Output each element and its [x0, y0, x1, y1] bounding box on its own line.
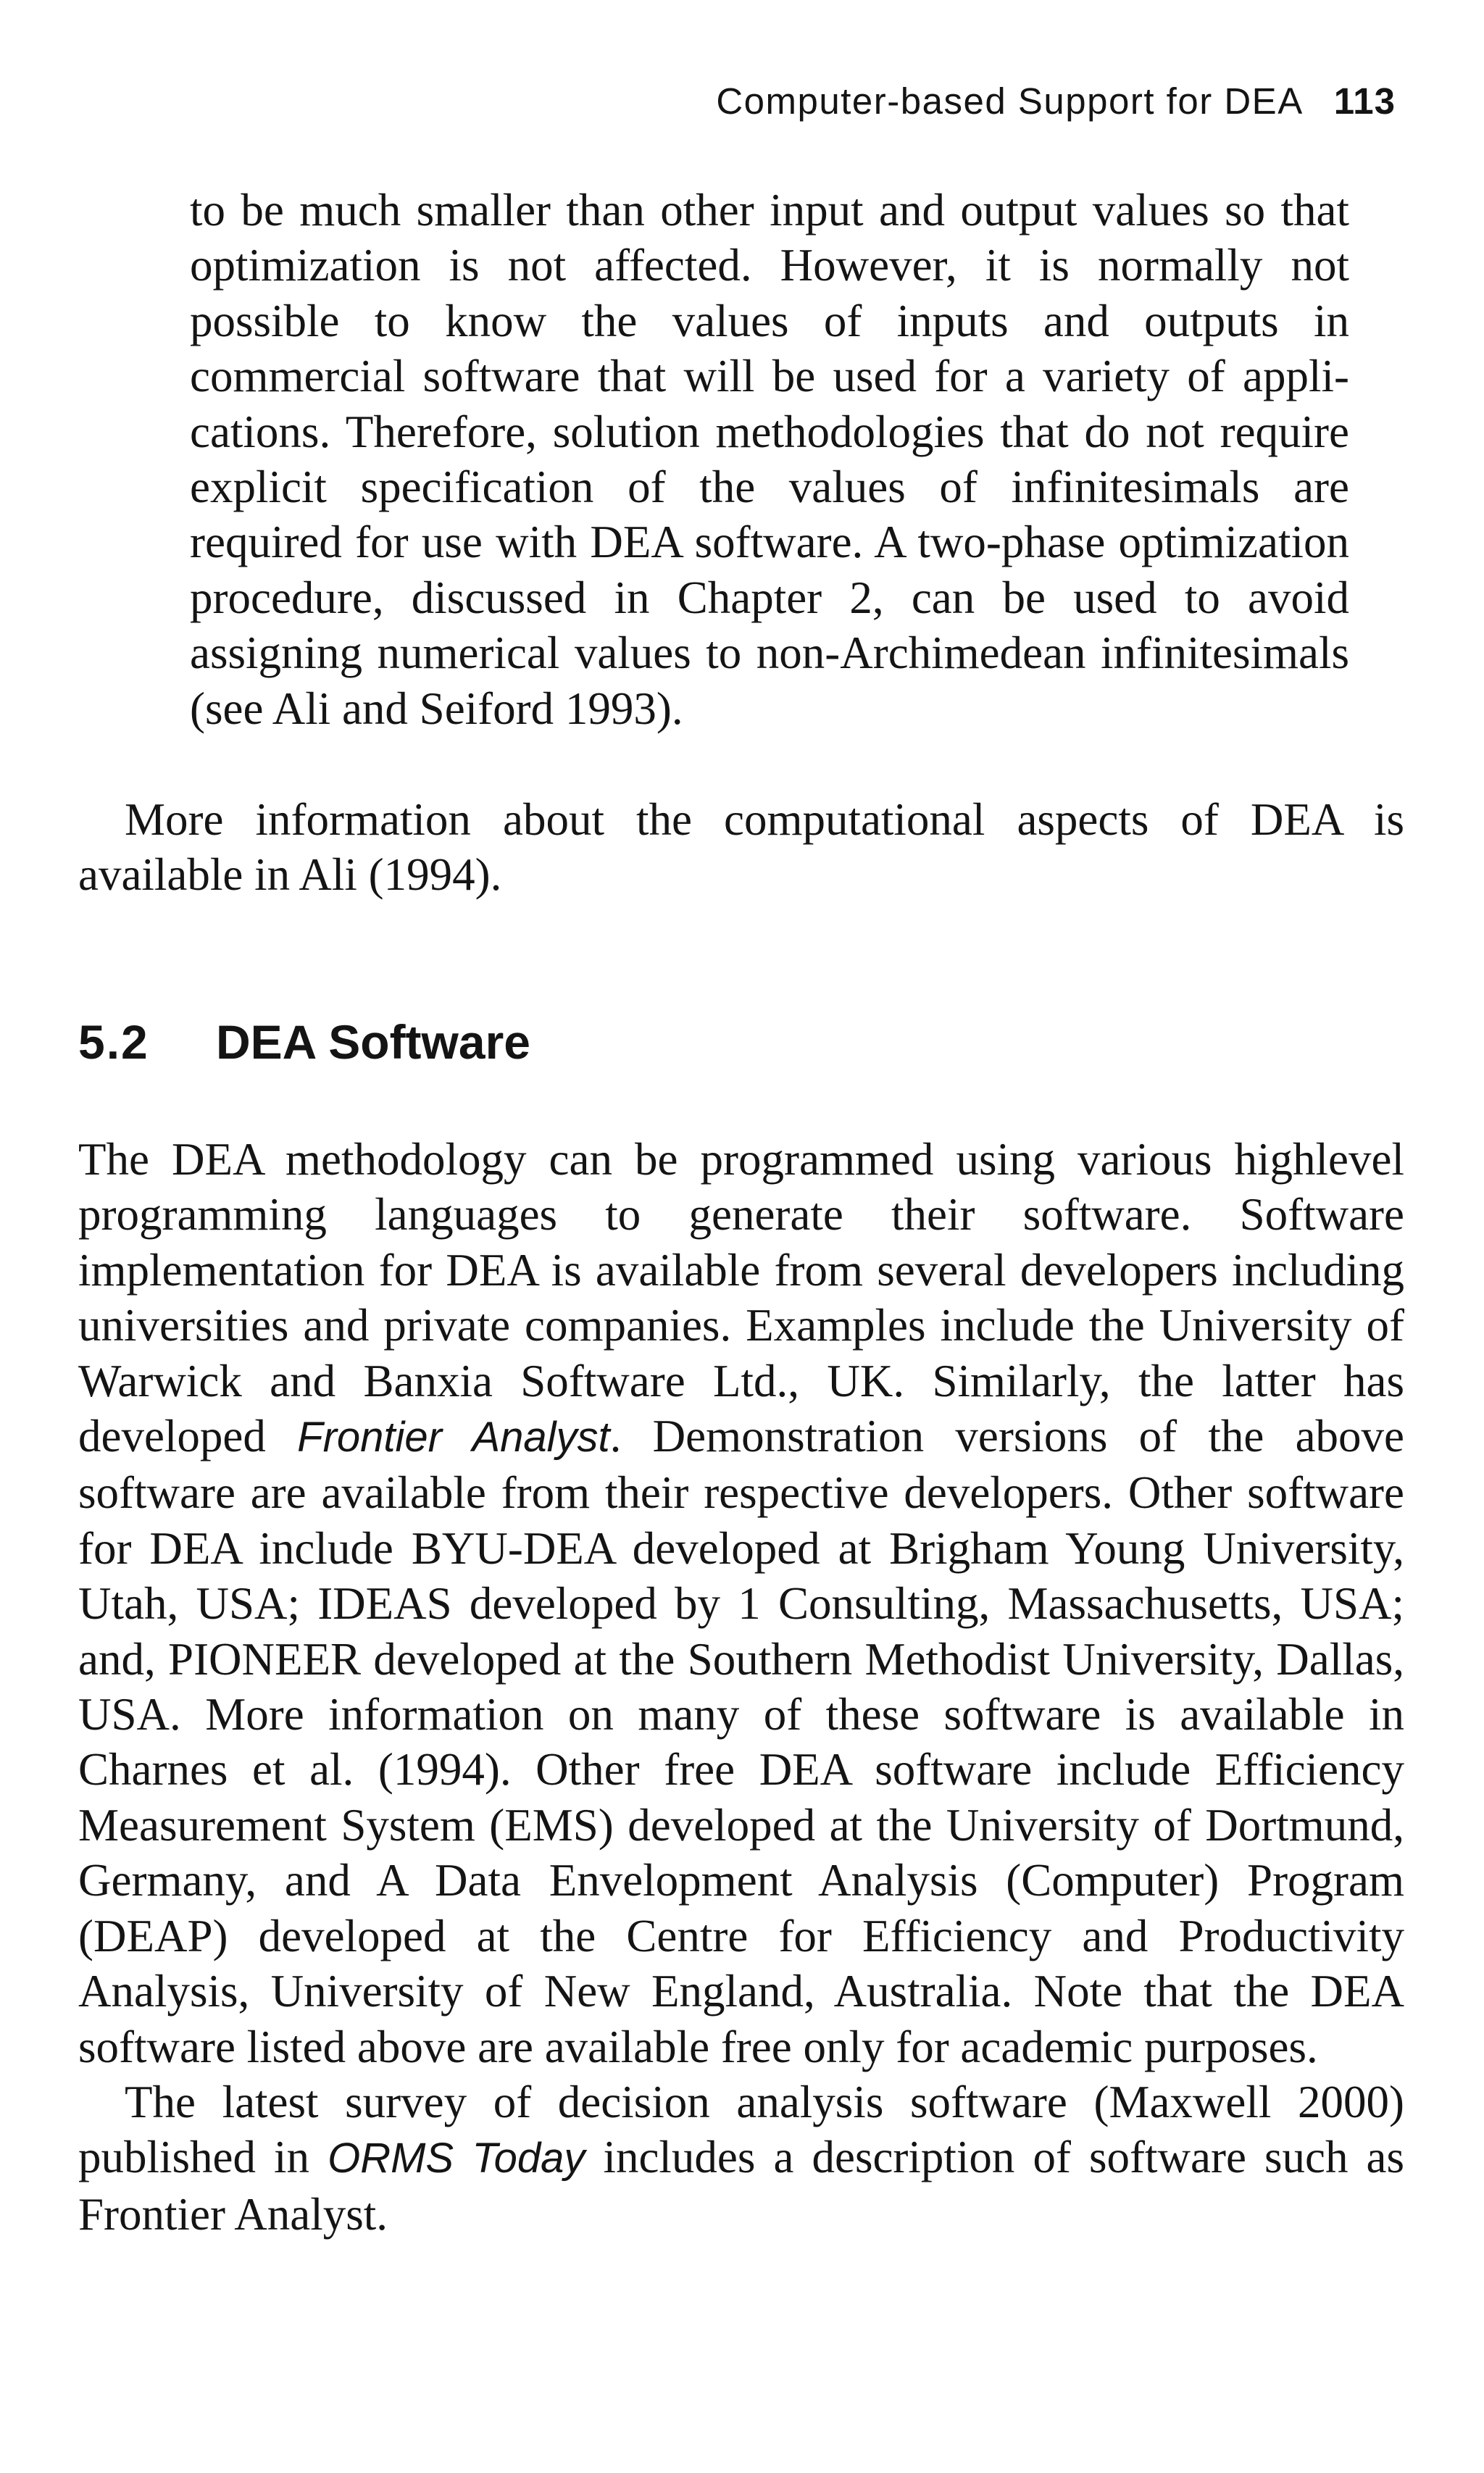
- computational-aspects-note: [78, 792, 1404, 903]
- continuation-paragraph: to be much smaller than other input and output values so that optimization is not affected. However, it is normally not possible to know the values of inputs and outputs in commercial software that will be used for a variety of applications. Therefore, solution methodologies that do not require explicit specification of the values of infinitesimals are required for use with DEA software. A two-phase optimization procedure, discussed in Chapter 2, can be used to avoid assigning numerical values to non-Archimedean infinitesimals (see Ali and Seiford 1993).: [190, 185, 1349, 734]
- paragraph-dea-software-developers: [78, 1132, 1404, 2074]
- running-header-title: Computer-based Support for DEA: [716, 80, 1304, 122]
- section-title: DEA Software: [216, 1015, 530, 1069]
- section-heading: [78, 1009, 530, 1075]
- more-info-paragraph: More information about the computational aspects of DEA is available in Ali (1994).: [78, 794, 1404, 901]
- paragraph-text-part: The latest survey of decision analysis software (Maxwell 2000) published in: [78, 2076, 1404, 2183]
- paragraph-text-part: . Demonstration versions of the above software are available from their respective developers. Other software for DEA include BYU-DEA developed at Brigham Young University, Utah, USA; IDEAS developed by 1 Consulting, Massachusetts, USA; and, PIONEER developed at the Southern Methodist University, Dallas, USA. More information on many of these software is available in Charnes et al. (1994). Other free DEA software include Efficiency Measurement System (EMS) developed at the University of Dortmund, Germany, and A Data Envelopment Analysis (Computer) Program (DEAP) developed at the Centre for Efficiency and Productivity Analysis, University of New England, Australia. Note that the DEA software listed above are available free only for academic purposes.: [78, 1411, 1405, 2072]
- paragraph-orms-survey: [78, 2074, 1404, 2242]
- section-number: 5.2: [78, 1015, 149, 1069]
- indented-continuation-block: [190, 183, 1349, 736]
- software-name-italic: Frontier Analyst: [297, 1414, 610, 1461]
- running-header: [716, 72, 1396, 130]
- paragraph-text-part: includes a description of software such as Frontier Analyst.: [78, 2132, 1404, 2240]
- journal-name-italic: ORMS Today: [328, 2135, 585, 2182]
- page-number: 113: [1333, 80, 1396, 122]
- section-body: [78, 1132, 1404, 2242]
- paragraph-text-part: The DEA methodology can be programmed using various highlevel programming languages to generate their software. Software implementation for DEA is available from several developers including universities and private companies. Examples include the University of Warwick and Banxia Software Ltd., UK. Similarly, the latter has developed: [78, 1134, 1404, 1462]
